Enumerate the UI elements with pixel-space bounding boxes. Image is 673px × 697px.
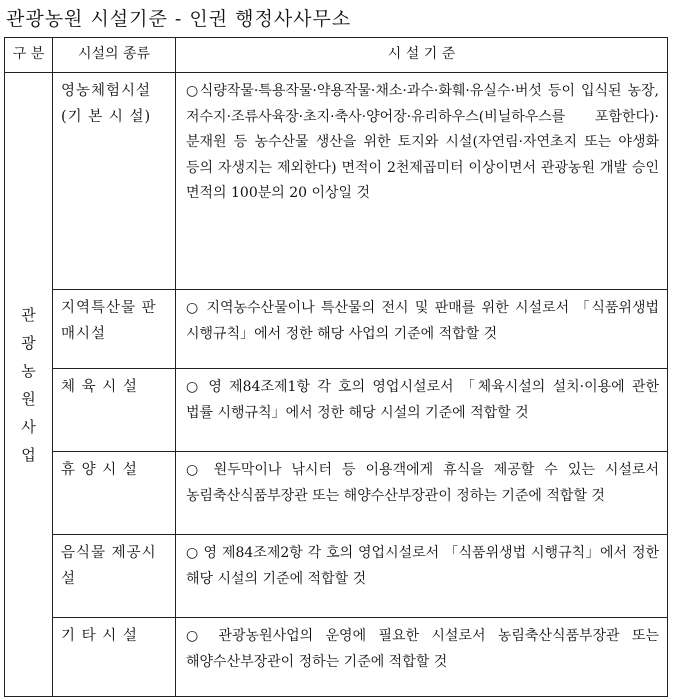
facility-standard: ○식량작물·특용작물·약용작물·채소·과수·화훼·유실수·버섯 등이 입식된 농장, 저수지·조류사육장·초지·축사·양어장·유리하우스(비닐하우스를 포함한다)·분재원 등 농수산물 생산을 위한 토지와 시설(자연림·자연초지 또는 야생화 등의 자생지는 제외한다) 면적이 2천제곱미터 이상이면서 관광농원 개발 승인 면적의 100분의 20 이상일 것	[176, 73, 668, 290]
header-facility-standard: 시 설 기 준	[176, 38, 668, 73]
category-char: 원	[21, 389, 36, 408]
header-facility-type: 시설의 종류	[53, 38, 176, 73]
table-header-row	[5, 38, 668, 73]
facility-standard: ○ 영 제84조제2항 각 호의 영업시설로서 「식품위생법 시행규칙」에서 정한 해당 시설의 기준에 적합할 것	[176, 535, 668, 618]
category-char: 광	[21, 333, 36, 352]
table-row	[5, 452, 668, 535]
table-row	[5, 369, 668, 452]
table-row	[5, 290, 668, 369]
category-cell	[5, 73, 53, 697]
facility-name: 지역특산물 판매시설	[53, 290, 176, 369]
facility-name: 기 타 시 설	[53, 618, 176, 697]
table-row	[5, 618, 668, 697]
table-row	[5, 535, 668, 618]
category-char: 사	[21, 417, 36, 436]
document-title: 관광농원 시설기준 - 인권 행정사사무소	[6, 8, 352, 30]
facility-name: 휴 양 시 설	[53, 452, 176, 535]
facility-standards-table	[4, 37, 668, 697]
header-category: 구 분	[5, 38, 53, 73]
category-label	[5, 301, 52, 469]
category-char: 업	[21, 445, 36, 464]
facility-name: 체 육 시 설	[53, 369, 176, 452]
facility-standard: ○ 영 제84조제1항 각 호의 영업시설로서 「체육시설의 설치·이용에 관한 법률 시행규칙」에서 정한 해당 시설의 기준에 적합할 것	[176, 369, 668, 452]
facility-standard: ○ 원두막이나 낚시터 등 이용객에게 휴식을 제공할 수 있는 시설로서 농림축산식품부장관 또는 해양수산부장관이 정하는 기준에 적합할 것	[176, 452, 668, 535]
facility-standard: ○ 지역농수산물이나 특산물의 전시 및 판매를 위한 시설로서 「식품위생법 시행규칙」에서 정한 해당 사업의 기준에 적합할 것	[176, 290, 668, 369]
category-char: 농	[21, 361, 36, 380]
facility-standard: ○ 관광농원사업의 운영에 필요한 시설로서 농림축산식품부장관 또는 해양수산부장관이 정하는 기준에 적합할 것	[176, 618, 668, 697]
category-char: 관	[21, 305, 36, 324]
facility-name: 음식물 제공시설	[53, 535, 176, 618]
table-row	[5, 73, 668, 290]
facility-name: 영농체험시설(기 본 시 설)	[53, 73, 176, 290]
